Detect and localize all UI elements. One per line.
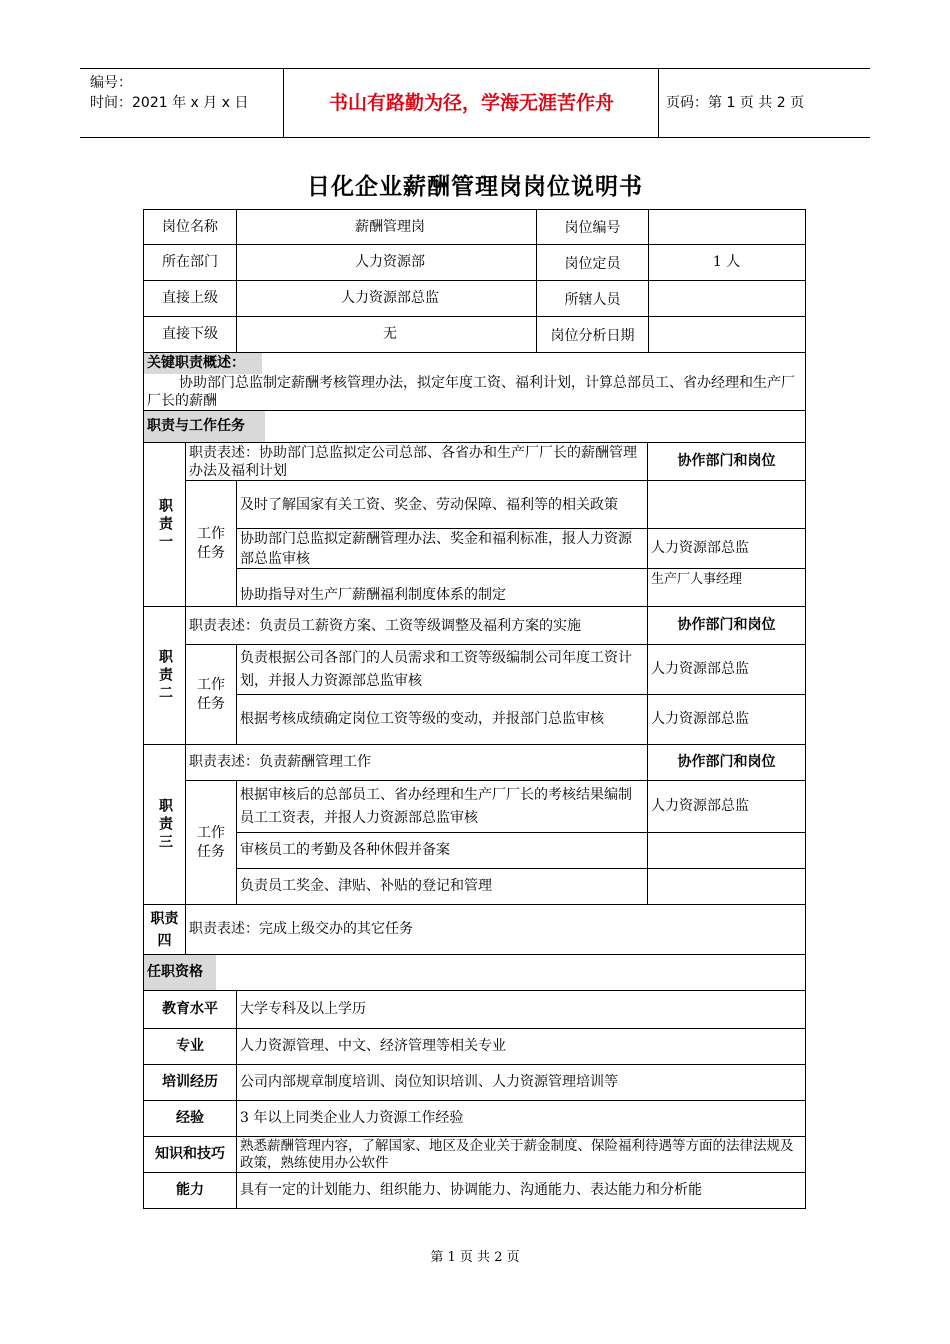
value-position-name: 薪酬管理岗: [237, 209, 648, 245]
basic-info-label-column: [537, 210, 648, 353]
qual-experience-value: 3 年以上同类企业人力资源工作经验: [237, 1101, 806, 1137]
header-page-number: 页码：第 1 页 共 2 页: [666, 95, 805, 111]
header-divider: [658, 69, 659, 137]
label-department: 所在部门: [143, 245, 237, 281]
duty-2-task-2: 根据考核成绩确定岗位工资等级的变动，并报部门总监审核: [237, 695, 648, 745]
duty-1-task-1: 及时了解国家有关工资、奖金、劳动保障、福利等的相关政策: [237, 481, 648, 529]
page-header: [80, 68, 870, 138]
value-subordinate: 无: [237, 317, 648, 353]
value-headcount: 1 人: [648, 245, 806, 281]
duty-2-name: 职责二: [143, 607, 186, 745]
duty-3-task-3: 负责员工奖金、津贴、补贴的登记和管理: [237, 869, 648, 905]
duty-2-task-2-coop: 人力资源部总监: [648, 695, 806, 745]
duty-1-coop-header: 协作部门和岗位: [648, 443, 806, 481]
qual-knowledge-value: 熟悉薪酬管理内容，了解国家、地区及企业关于薪金制度、保险福利待遇等方面的法律法规及政策，熟练使用办公软件: [237, 1137, 806, 1173]
label-position-name: 岗位名称: [143, 209, 237, 245]
header-motto: 书山有路勤为径，学海无涯苦作舟: [328, 92, 614, 114]
duty-1-name: 职责一: [143, 443, 186, 607]
summary-label: 关键职责概述：: [144, 353, 262, 374]
duty-3-task-3-coop: [648, 869, 806, 905]
qual-major-value: 人力资源管理、中文、经济管理等相关专业: [237, 1029, 806, 1065]
value-managed: [648, 281, 806, 317]
duty-3-task-1: 根据审核后的总部员工、省办经理和生产厂厂长的考核结果编制员工工资表，并报人力资源部总监审核: [237, 781, 648, 833]
qual-major-label: 专业: [143, 1029, 237, 1065]
label-analysis-date: 岗位分析日期: [537, 317, 648, 353]
qual-training-label: 培训经历: [143, 1065, 237, 1101]
duty-2-task-label: 工作任务: [186, 645, 237, 745]
duty-1-task-2-coop: 人力资源部总监: [648, 529, 806, 569]
qual-ability-label: 能力: [143, 1173, 237, 1209]
label-superior: 直接上级: [143, 281, 237, 317]
value-analysis-date: [648, 317, 806, 353]
header-meta: [90, 73, 248, 113]
duty-1-task-1-coop: [648, 481, 806, 529]
value-position-code: [648, 209, 806, 245]
label-headcount: 岗位定员: [537, 245, 648, 281]
duty-2-desc: 职责表述：负责员工薪资方案、工资等级调整及福利方案的实施: [186, 607, 648, 645]
document-title: 日化企业薪酬管理岗岗位说明书: [307, 174, 643, 200]
qual-experience-label: 经验: [143, 1101, 237, 1137]
key-duty-summary: [143, 353, 806, 411]
duty-2-task-1-coop: 人力资源部总监: [648, 645, 806, 695]
duty-2-task-1: 负责根据公司各部门的人员需求和工资等级编制公司年度工资计划，并报人力资源部总监审核: [237, 645, 648, 695]
duty-1-task-3: 协助指导对生产厂薪酬福利制度体系的制定: [237, 569, 648, 607]
duty-2-coop-header: 协作部门和岗位: [648, 607, 806, 645]
job-description-table: [143, 209, 806, 1226]
duty-3-task-2: 审核员工的考勤及各种休假并备案: [237, 833, 648, 869]
duty-3-coop-header: 协作部门和岗位: [648, 745, 806, 781]
duty-3-task-label: 工作任务: [186, 781, 237, 905]
value-superior: 人力资源部总监: [237, 281, 648, 317]
duty-4-name: 职责四: [143, 905, 186, 955]
doc-date: 时间：2021 年 x 月 x 日: [90, 95, 249, 111]
duty-3-name: 职责三: [143, 745, 186, 905]
label-subordinate: 直接下级: [143, 317, 237, 353]
doc-code: 编号：: [90, 75, 132, 91]
label-managed: 所辖人员: [537, 281, 648, 317]
header-divider: [283, 69, 284, 137]
duty-1-task-label: 工作任务: [186, 481, 237, 607]
qual-ability-value: 具有一定的计划能力、组织能力、协调能力、沟通能力、表达能力和分析能: [237, 1173, 806, 1209]
label-position-code: 岗位编号: [537, 210, 648, 245]
value-department: 人力资源部: [237, 245, 648, 281]
duty-1-desc: 职责表述：协助部门总监拟定公司总部、各省办和生产厂厂长的薪酬管理办法及福利计划: [186, 443, 648, 481]
qualification-section-header: 任职资格: [143, 955, 806, 991]
duties-section-header: 职责与工作任务: [143, 411, 806, 443]
page-footer: 第 1 页 共 2 页: [430, 1250, 520, 1265]
duty-3-task-2-coop: [648, 833, 806, 869]
qual-education-label: 教育水平: [143, 991, 237, 1029]
duty-1-task-3-coop: 生产厂人事经理: [648, 569, 806, 607]
qual-knowledge-label: 知识和技巧: [143, 1137, 237, 1173]
summary-text: 协助部门总监制定薪酬考核管理办法，拟定年度工资、福利计划，计算总部员工、省办经理和生产厂厂长的薪酬: [147, 375, 795, 409]
basic-info-divider: [648, 209, 649, 353]
duty-4-desc: 职责表述：完成上级交办的其它任务: [186, 905, 806, 955]
qual-training-value: 公司内部规章制度培训、岗位知识培训、人力资源管理培训等: [237, 1065, 806, 1101]
duty-3-desc: 职责表述：负责薪酬管理工作: [186, 745, 648, 781]
qual-education-value: 大学专科及以上学历: [237, 991, 806, 1029]
duty-1-task-2: 协助部门总监拟定薪酬管理办法、奖金和福利标准，报人力资源部总监审核: [237, 529, 648, 569]
duty-3-task-1-coop: 人力资源部总监: [648, 781, 806, 833]
